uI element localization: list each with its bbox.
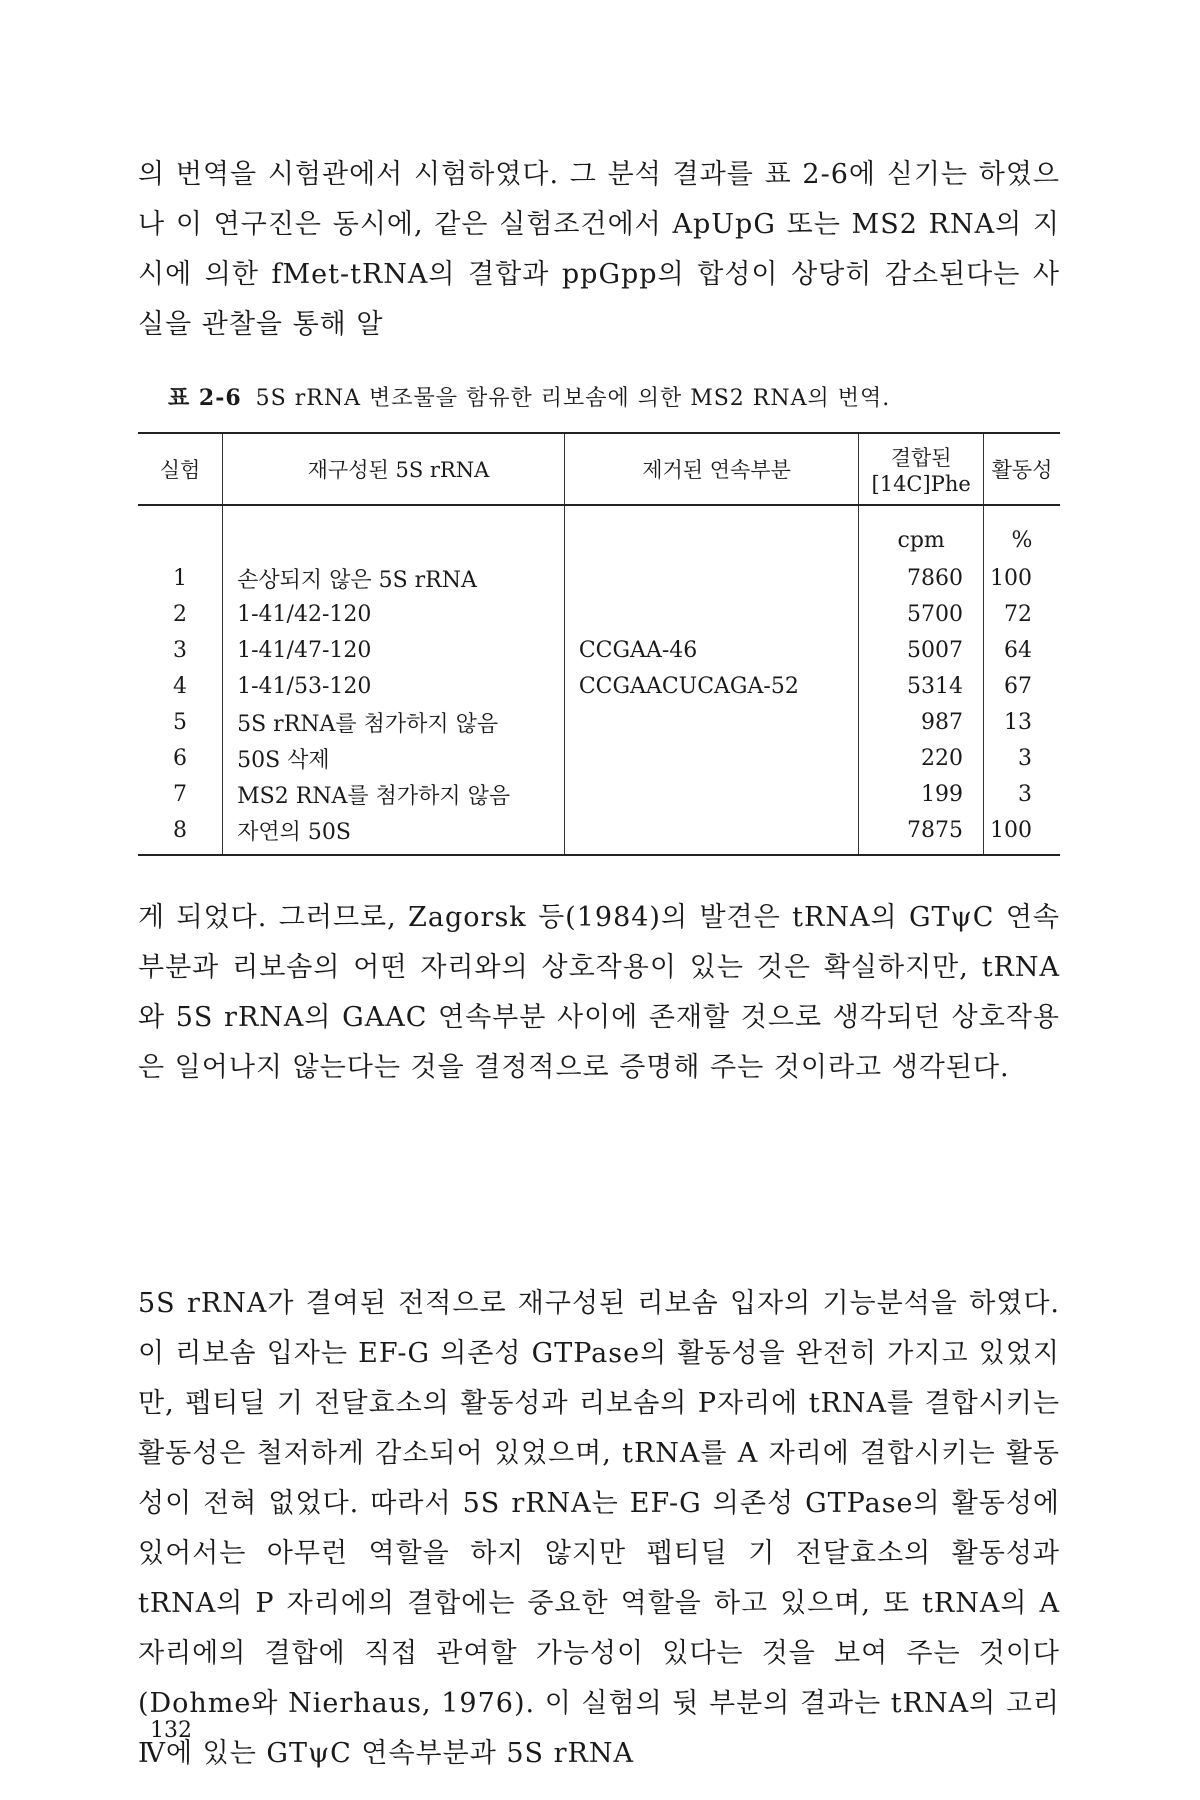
cell-experiment-no: 8 [138, 812, 223, 855]
paragraph-discussion: 게 되었다. 그러므로, Zagorsk 등(1984)의 발견은 tRNA의 GTψC 연속부분과 리보솜의 어떤 자리와의 상호작용이 있는 것은 확실하지만, tRNA와 5S rRNA의 GAAC 연속부분 사이에 존재할 것으로 생각되던 상호작용은 일어나지 않는다는 것을 결정적으로 증명해 주는 것이라고 생각된다. [138, 902, 1060, 1083]
cell-activity: 64 [1004, 637, 1032, 663]
cell-reconstituted-rrna: 손상되지 않은 5S rRNA [223, 560, 565, 596]
cell-bound-cpm: 220 [859, 740, 984, 776]
cell-removed-sequence [564, 596, 858, 632]
cell-activity: 13 [1004, 709, 1032, 735]
cell-reconstituted-rrna: 50S 삭제 [223, 740, 565, 776]
cell-reconstituted-rrna: 1-41/47-120 [223, 632, 565, 668]
header-reconstituted-rrna: 재구성된 5S rRNA [223, 433, 565, 505]
cell-removed-sequence [564, 812, 858, 855]
cell-removed-sequence [564, 560, 858, 596]
table-row [138, 704, 1060, 740]
cell-removed-sequence [564, 776, 858, 812]
table-caption-text: 5S rRNA 변조물을 함유한 리보솜에 의한 MS2 RNA의 번역. [255, 386, 891, 411]
cell-experiment-no: 7 [138, 776, 223, 812]
table-row [138, 596, 1060, 632]
cell-removed-sequence: CCGAA-46 [564, 632, 858, 668]
header-bound-phe [859, 433, 984, 505]
unit-cpm: cpm [859, 505, 984, 560]
cell-reconstituted-rrna: 1-41/42-120 [223, 596, 565, 632]
cell-experiment-no: 2 [138, 596, 223, 632]
table-row [138, 560, 1060, 596]
cell-removed-sequence [564, 704, 858, 740]
results-table [138, 432, 1060, 856]
cell-experiment-no: 3 [138, 632, 223, 668]
cell-activity: 3 [1018, 745, 1032, 771]
table-header-row [138, 433, 1060, 505]
cell-reconstituted-rrna: MS2 RNA를 첨가하지 않음 [223, 776, 565, 812]
cell-reconstituted-rrna: 자연의 50S [223, 812, 565, 855]
table-caption-label: 표 2-6 [168, 385, 242, 411]
table-row [138, 776, 1060, 812]
page-number: 132 [150, 1718, 192, 1743]
cell-bound-cpm: 987 [859, 704, 984, 740]
cell-activity: 100 [990, 565, 1032, 591]
cell-experiment-no: 1 [138, 560, 223, 596]
header-bound-line2: [14C]Phe [871, 472, 971, 496]
cell-activity: 3 [1018, 781, 1032, 807]
cell-activity: 72 [1004, 601, 1032, 627]
table-row [138, 668, 1060, 704]
cell-removed-sequence [564, 740, 858, 776]
cell-bound-cpm: 5007 [859, 632, 984, 668]
cell-reconstituted-rrna: 5S rRNA를 첨가하지 않음 [223, 704, 565, 740]
header-removed-sequence: 제거된 연속부분 [564, 433, 858, 505]
table-units-row [138, 505, 1060, 560]
cell-bound-cpm: 199 [859, 776, 984, 812]
header-bound-line1: 결합된 [890, 446, 952, 470]
unit-percent: % [1011, 527, 1033, 553]
cell-bound-cpm: 7860 [859, 560, 984, 596]
cell-experiment-no: 4 [138, 668, 223, 704]
cell-experiment-no: 5 [138, 704, 223, 740]
cell-reconstituted-rrna: 1-41/53-120 [223, 668, 565, 704]
cell-bound-cpm: 5700 [859, 596, 984, 632]
header-activity: 활동성 [984, 433, 1061, 505]
table-row [138, 632, 1060, 668]
header-experiment: 실험 [138, 433, 223, 505]
cell-activity: 67 [1004, 673, 1032, 699]
cell-bound-cpm: 7875 [859, 812, 984, 855]
table-row [138, 812, 1060, 855]
cell-bound-cpm: 5314 [859, 668, 984, 704]
table-row [138, 740, 1060, 776]
cell-removed-sequence: CCGAACUCAGA-52 [564, 668, 858, 704]
paragraph-intro: 의 번역을 시험관에서 시험하였다. 그 분석 결과를 표 2-6에 싣기는 하였으나 이 연구진은 동시에, 같은 실험조건에서 ApUpG 또는 MS2 RNA의 지시에 의한 fMet-tRNA의 결합과 ppGpp의 합성이 상당히 감소된다는 사실을 관찰을 통해 알 [138, 159, 1060, 340]
cell-activity: 100 [984, 812, 1061, 855]
cell-experiment-no: 6 [138, 740, 223, 776]
table-caption [168, 381, 890, 412]
paragraph-analysis: 5S rRNA가 결여된 전적으로 재구성된 리보솜 입자의 기능분석을 하였다. 이 리보솜 입자는 EF-G 의존성 GTPase의 활동성을 완전히 가지고 있었지만, 펩티딜 기 전달효소의 활동성과 리보솜의 P자리에 tRNA를 결합시키는 활동성은 철저하게 감소되어 있었으며, tRNA를 A 자리에 결합시키는 활동성이 전혀 없었다. 따라서 5S rRNA는 EF-G 의존성 GTPase의 활동성에 있어서는 아무런 역할을 하지 않지만 펩티딜 기 전달효소의 활동성과 tRNA의 P 자리에의 결합에는 중요한 역할을 하고 있으며, 또 tRNA의 A 자리에의 결합에 직접 관여할 가능성이 있다는 것을 보여 주는 것이다(Dohme와 Nierhaus, 1976). 이 실험의 뒷 부분의 결과는 tRNA의 고리 Ⅳ에 있는 GTψC 연속부분과 5S rRNA [138, 1288, 1060, 1769]
